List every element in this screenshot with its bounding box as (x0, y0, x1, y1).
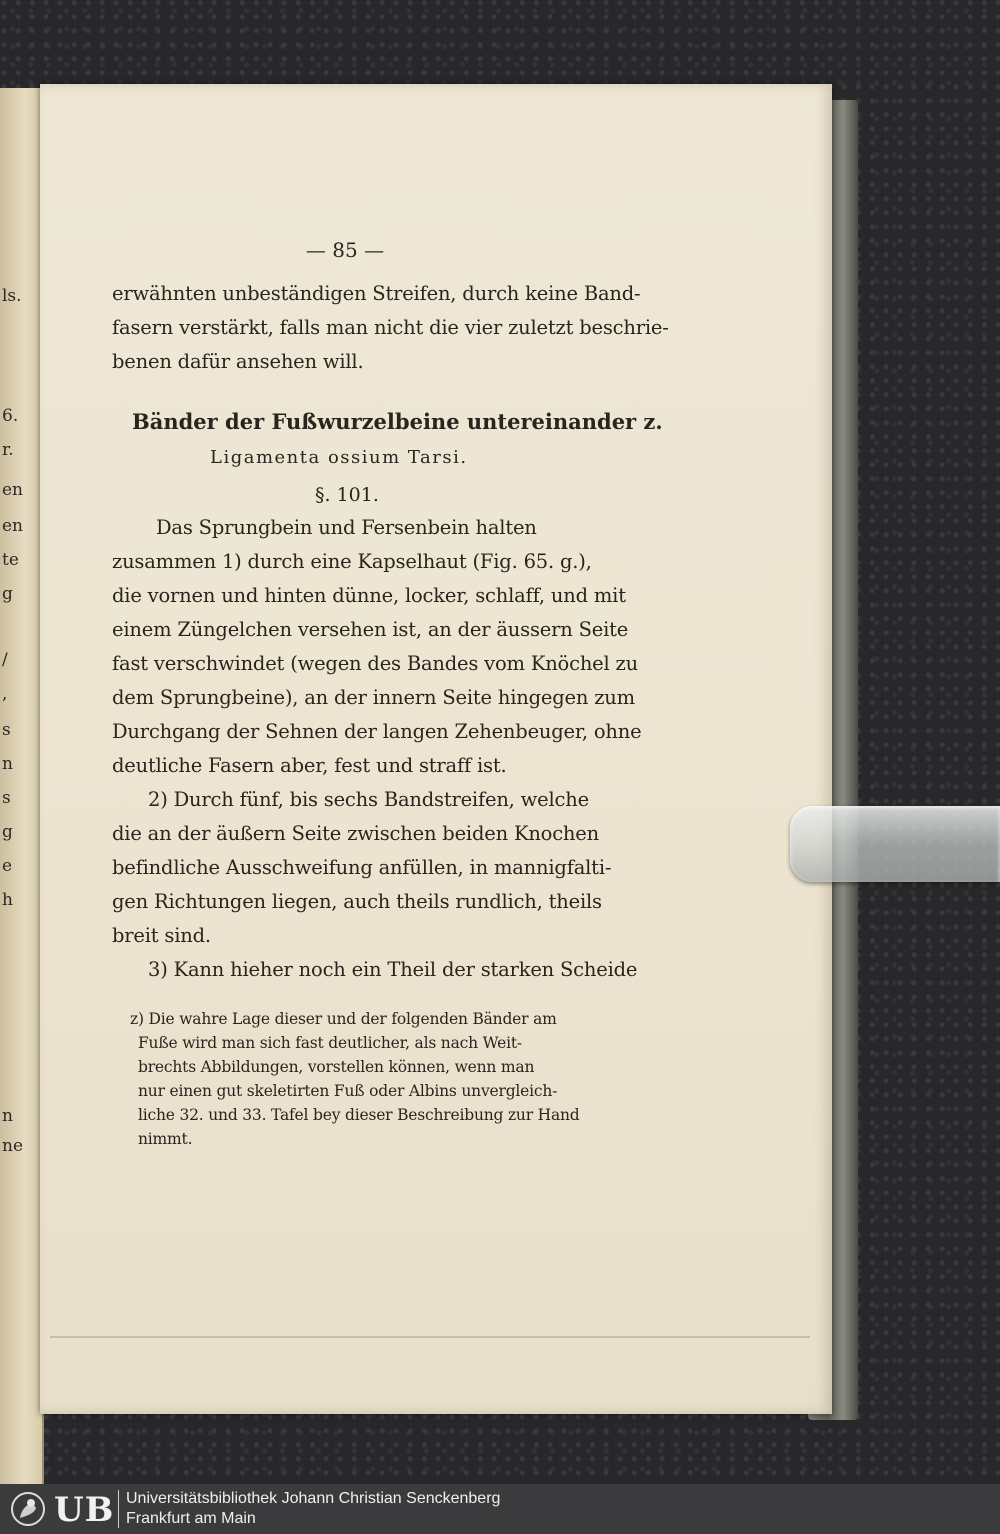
text-line: 3) Kann hieher noch ein Theil der starken Scheide (148, 958, 638, 981)
text-line: gen Richtungen liegen, auch theils rundlich, theils (112, 890, 602, 913)
library-logo-text: UB (54, 1490, 115, 1530)
section-heading: Bänder der Fußwurzelbeine untereinander z. (132, 409, 663, 434)
margin-fragment: te (2, 550, 19, 570)
text-line: Das Sprungbein und Fersenbein halten (156, 516, 537, 539)
margin-fragment: e (2, 856, 13, 876)
text-line: breit sind. (112, 924, 211, 947)
footnote-line: brechts Abbildungen, vorstellen können, wenn man (138, 1058, 535, 1076)
margin-fragment: , (2, 684, 8, 704)
text-line: deutliche Fasern aber, fest und straff ist. (112, 754, 507, 777)
footnote-line: z) Die wahre Lage dieser und der folgenden Bänder am (130, 1010, 557, 1028)
text-line: Durchgang der Sehnen der langen Zehenbeuger, ohne (112, 720, 642, 743)
text-line: benen dafür ansehen will. (112, 350, 364, 373)
margin-fragment: g (2, 584, 13, 604)
institution-name: Universitätsbibliothek Johann Christian Senckenberg (126, 1490, 501, 1507)
institution-city: Frankfurt am Main (126, 1510, 256, 1527)
footnote-line: nimmt. (138, 1130, 193, 1148)
margin-fragment: h (2, 890, 13, 910)
page-bottom-edge (50, 1336, 810, 1338)
footnote-line: nur einen gut skeletirten Fuß oder Albins unvergleich- (138, 1082, 558, 1100)
margin-fragment: s (2, 788, 11, 808)
page-number: — 85 — (305, 238, 385, 262)
glass-page-weight (790, 806, 1000, 882)
library-emblem-icon (6, 1488, 50, 1530)
margin-fragment: ne (2, 1136, 24, 1156)
footnote-line: liche 32. und 33. Tafel bey dieser Beschreibung zur Hand (138, 1106, 580, 1124)
text-line: fast verschwindet (wegen des Bandes vom Knöchel zu (112, 652, 638, 675)
text-line: fasern verstärkt, falls man nicht die vier zuletzt beschrie- (112, 316, 669, 339)
footer-bar (0, 1484, 1000, 1534)
margin-fragment: r. (2, 440, 14, 460)
text-line: 2) Durch fünf, bis sechs Bandstreifen, welche (148, 788, 589, 811)
footer-divider (118, 1490, 119, 1528)
margin-fragment: n (2, 754, 13, 774)
margin-fragment: / (2, 650, 8, 670)
book-page (40, 84, 832, 1414)
paragraph-number: §. 101. (315, 484, 379, 506)
text-line: die vornen und hinten dünne, locker, schlaff, und mit (112, 584, 626, 607)
text-line: erwähnten unbeständigen Streifen, durch keine Band- (112, 282, 641, 305)
margin-fragment: 6. (2, 406, 19, 426)
section-subheading: Ligamenta ossium Tarsi. (210, 447, 468, 468)
margin-fragment: s (2, 720, 11, 740)
text-line: einem Züngelchen versehen ist, an der äussern Seite (112, 618, 629, 641)
library-logo[interactable] (6, 1488, 116, 1530)
text-line: befindliche Ausschweifung anfüllen, in mannigfalti- (112, 856, 612, 879)
margin-fragment: en (2, 516, 24, 536)
margin-fragment: ls. (2, 286, 22, 306)
text-line: die an der äußern Seite zwischen beiden Knochen (112, 822, 599, 845)
margin-fragment: n (2, 1106, 13, 1126)
margin-fragment: g (2, 822, 13, 842)
footnote-line: Fuße wird man sich fast deutlicher, als nach Weit- (138, 1034, 522, 1052)
left-facing-page-edge (0, 88, 44, 1484)
text-line: dem Sprungbeine), an der innern Seite hingegen zum (112, 686, 635, 709)
text-line: zusammen 1) durch eine Kapselhaut (Fig. 65. g.), (112, 550, 592, 573)
margin-fragment: en (2, 480, 24, 500)
